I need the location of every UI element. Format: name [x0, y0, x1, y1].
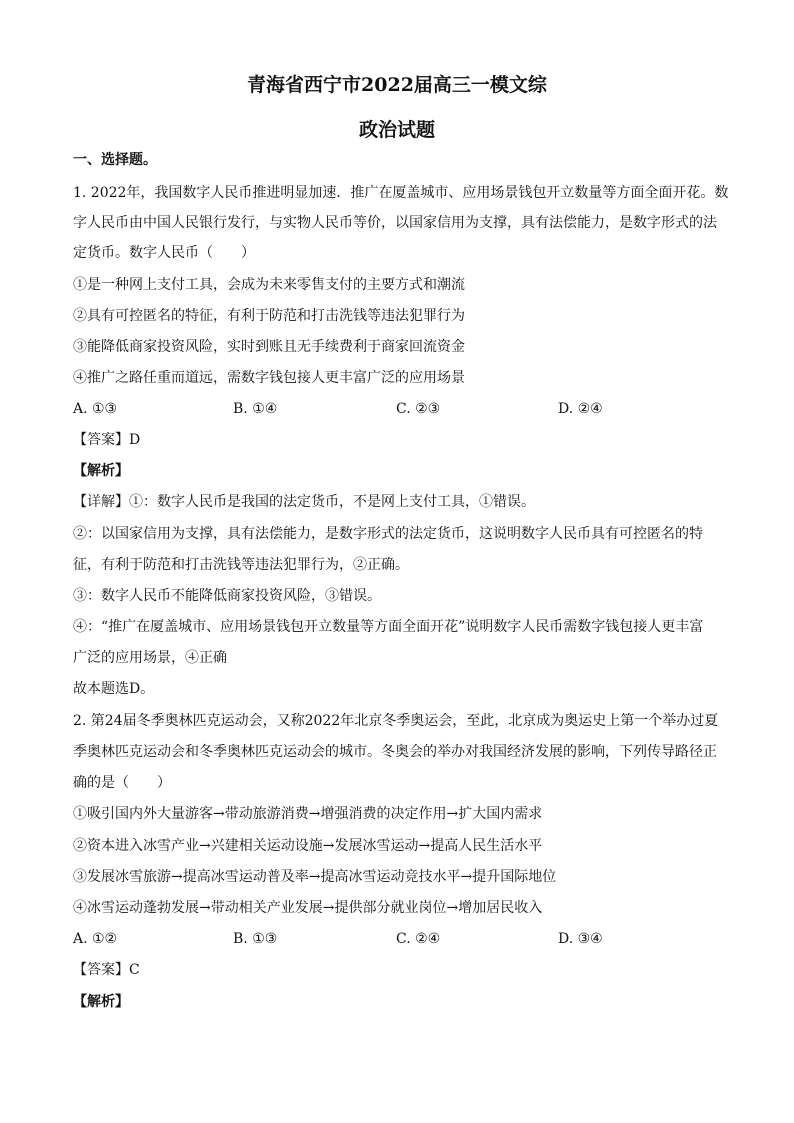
q2-option-c: C. ②④ — [396, 931, 441, 947]
q2-stem-line: 季奥林匹克运动会和冬季奥林匹克运动会的城市。冬奥会的举办对我国经济发展的影响，下列传导路径正 — [73, 744, 717, 760]
q1-option-b: B. ①④ — [233, 401, 278, 417]
q1-item: ①是一种网上支付工具，会成为未来零售支付的主要方式和潮流 — [73, 277, 465, 293]
q1-stem-line: 定货币。数字人民币（ ） — [73, 245, 255, 261]
q1-detail-line: 征，有利于防范和打击洗钱等违法犯罪行为，②正确。 — [73, 557, 409, 573]
q1-detail-line: ④：“推广在厦盖城市、应用场景钱包开立数量等方面全面开花”说明数字人民币需数字钱包接人更丰富 — [73, 619, 704, 635]
document-subtitle: 政治试题 — [358, 119, 435, 141]
q2-stem-line: 2. 第24届冬季奥林匹克运动会，又称2022年北京冬季奥运会，至此，北京成为奥运史上第一个举办过夏 — [73, 713, 719, 729]
q2-item: ④冰雪运动蓬勃发展→带动相关产业发展→提供部分就业岗位→增加居民收入 — [73, 900, 543, 916]
q2-stem-line: 确的是（ ） — [73, 775, 171, 791]
q1-item: ③能降低商家投资风险，实时到账且无手续费利于商家回流资金 — [73, 339, 465, 355]
q1-detail-line: ②：以国家信用为支撑，具有法偿能力，是数字形式的法定货币，这说明数字人民币具有可控匿名的特 — [73, 526, 703, 542]
q1-option-d: D. ②④ — [558, 401, 603, 417]
q1-item: ④推广之路任重而道远，需数字钱包接人更丰富广泛的应用场景 — [73, 370, 465, 386]
q1-stem-line: 1. 2022年，我国数字人民币推进明显加速．推广在厦盖城市、应用场景钱包开立数量等方面全面开花。数 — [73, 185, 729, 201]
q2-item: ①吸引国内外大量游客→带动旅游消费→增强消费的决定作用→扩大国内需求 — [73, 806, 543, 822]
q1-conclusion: 故本题选D。 — [73, 681, 155, 697]
q1-option-c: C. ②③ — [396, 401, 441, 417]
q1-item: ②具有可控匿名的特征，有利于防范和打击洗钱等违法犯罪行为 — [73, 308, 465, 324]
q2-option-d: D. ③④ — [558, 931, 603, 947]
q2-answer: 【答案】C — [73, 962, 140, 978]
q2-item: ③发展冰雪旅游→提高冰雪运动普及率→提高冰雪运动竞技水平→提升国际地位 — [73, 869, 557, 885]
q2-option-a: A. ①② — [73, 931, 118, 947]
q2-item: ②资本进入冰雪产业→兴建相关运动设施→发展冰雪运动→提高人民生活水平 — [73, 838, 543, 854]
q1-analysis-heading: 【解析】 — [73, 463, 129, 479]
section-heading: 一、选择题。 — [73, 152, 157, 168]
q1-stem-line: 字人民币由中国人民银行发行，与实物人民币等价，以国家信用为支撑，具有法偿能力，是数字形式的法 — [73, 215, 717, 231]
document-title: 青海省西宁市2022届高三一模文综 — [247, 74, 547, 96]
q2-option-b: B. ①③ — [233, 931, 278, 947]
q1-detail-line: 【详解】①：数字人民币是我国的法定货币，不是网上支付工具，①错误。 — [73, 494, 535, 510]
q1-answer: 【答案】D — [73, 432, 141, 448]
q1-option-a: A. ①③ — [73, 401, 118, 417]
q1-detail-line: 广泛的应用场景，④正确 — [73, 650, 227, 666]
q1-detail-line: ③：数字人民币不能降低商家投资风险，③错误。 — [73, 588, 381, 604]
q2-analysis-heading: 【解析】 — [73, 994, 129, 1010]
